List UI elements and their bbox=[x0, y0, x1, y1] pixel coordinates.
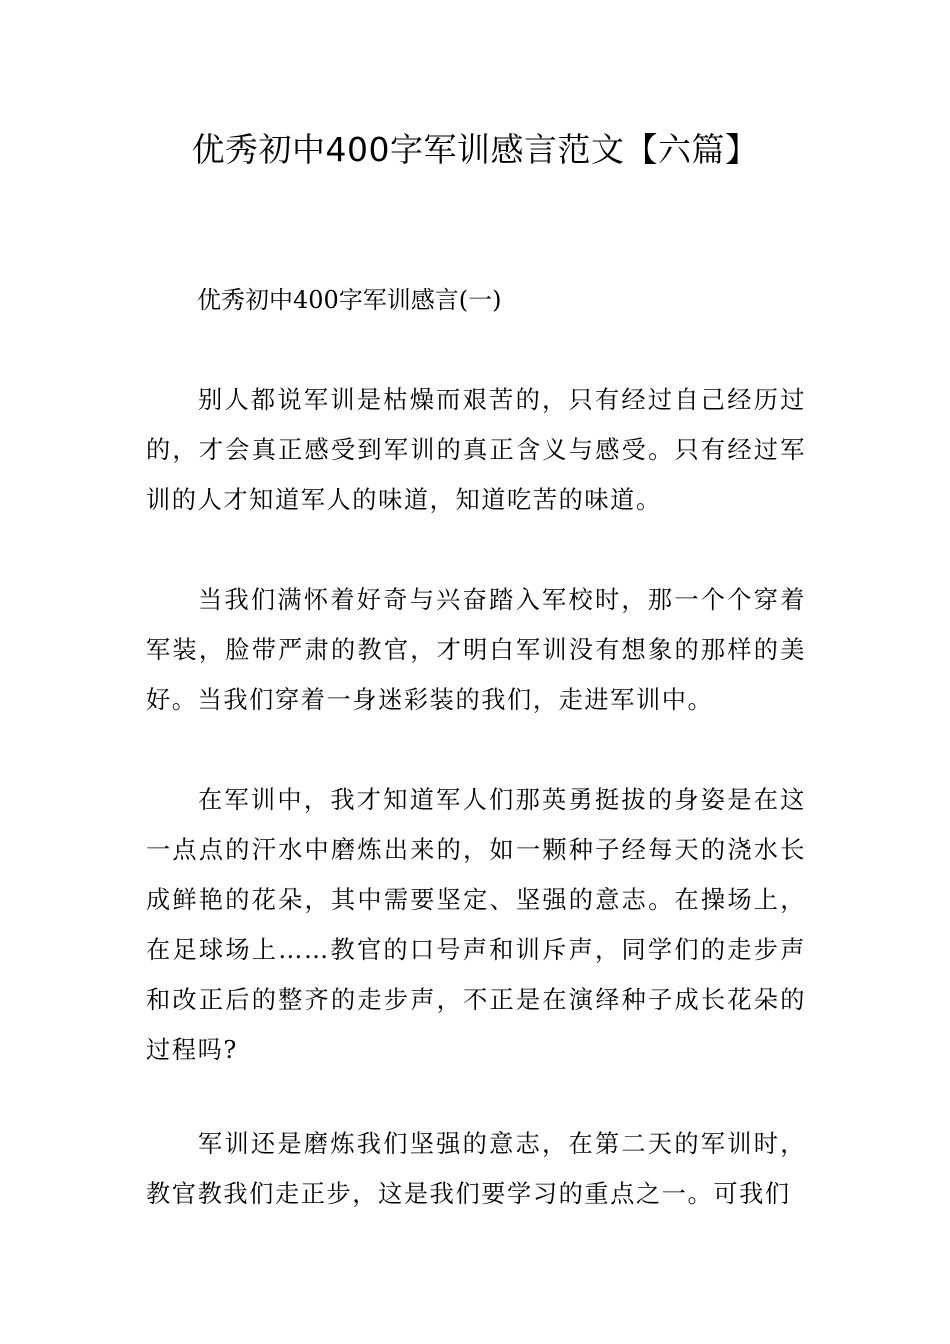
paragraph-4: 军训还是磨炼我们坚强的意志，在第二天的军训时，教官教我们走正步，这是我们要学习的重点之一。可我们 bbox=[146, 1130, 806, 1208]
paragraph-3: 在军训中，我才知道军人们那英勇挺拔的身姿是在这一点点的汗水中磨炼出来的，如一颗种子经每天的浇水长成鲜艳的花朵，其中需要坚定、坚强的意志。在操场上，在足球场上……教官的口号声和训斥声，同学们的走步声和改正后的整齐的走步声，不正是在演绎种子成长花朵的过程吗? bbox=[146, 786, 806, 1064]
section-heading: 优秀初中400字军训感言(一) bbox=[197, 286, 502, 314]
paragraph-1: 别人都说军训是枯燥而艰苦的，只有经过自己经历过的，才会真正感受到军训的真正含义与感受。只有经过军训的人才知道军人的味道，知道吃苦的味道。 bbox=[146, 386, 806, 514]
paragraph-2: 当我们满怀着好奇与兴奋踏入军校时，那一个个穿着军装，脸带严肃的教官，才明白军训没有想象的那样的美好。当我们穿着一身迷彩装的我们，走进军训中。 bbox=[146, 586, 806, 714]
document-title: 优秀初中400字军训感言范文【六篇】 bbox=[191, 130, 759, 169]
